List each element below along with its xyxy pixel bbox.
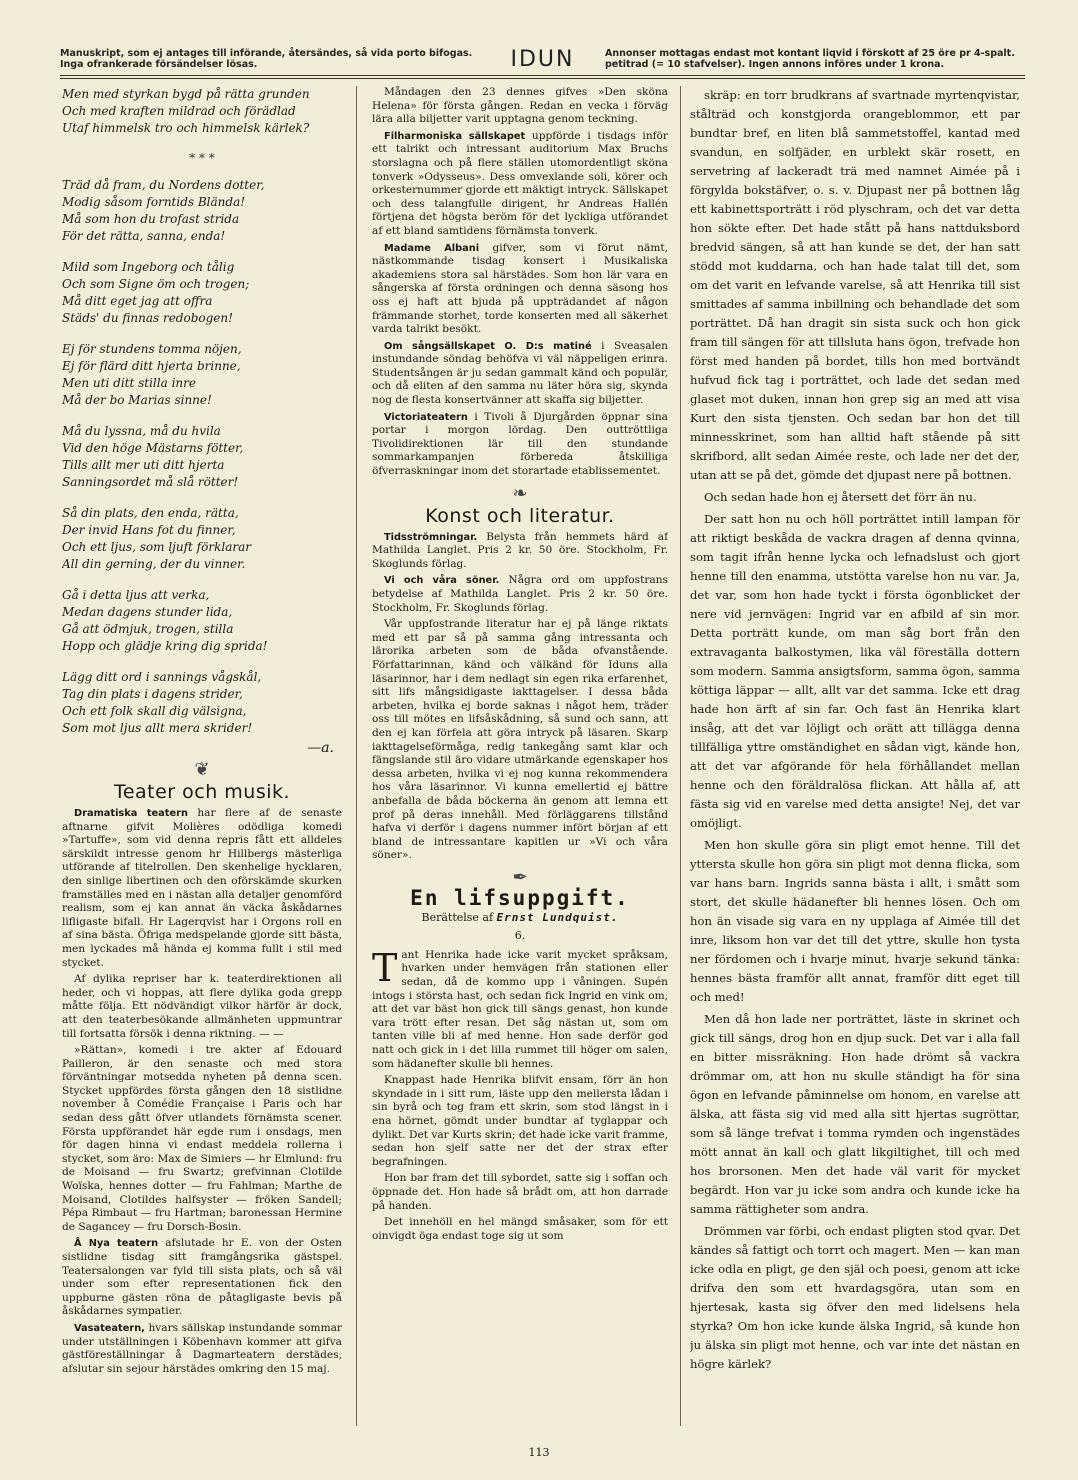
article-lead: Om sångsällskapet O. D:s matiné	[384, 340, 592, 352]
poem-line: Ej för flärd ditt hjerta brinne,	[62, 359, 241, 373]
article-text: har flere af de senaste aftnarne gifvit Molières odödliga komedi »Tartuffe», som vid denna repris fått ett alldeles särskildt intresse genom hr Hillbergs mästerliga utförande af titelrollen. Den skenhelige hycklaren, den sinlige libertinen och den oförskämde skurken framställes med en i nästan alla detaljer genomförd realism, som ej kan annat än väcka åskådarnes lifligaste bifall. Hr Lagerqvist har i Orgons roll en af sina bästa. Öfriga medspelande gjorde sitt bästa, men lyckades må hända ej komma fullt i stil med stycket.	[62, 807, 342, 969]
masthead-title: IDUN	[510, 46, 575, 72]
article-paragraph	[372, 340, 668, 408]
poem-line: Så din plats, den enda, rätta,	[62, 506, 239, 520]
article-paragraph	[372, 574, 668, 615]
poem-line: Tag din plats i dagens strider,	[62, 687, 243, 701]
story-paragraph: Det innehöll en hel mängd småsaker, som för ett oinvigdt öga endast toge sig ut som	[372, 1216, 668, 1242]
dropcap: T	[372, 945, 398, 990]
column-3	[690, 86, 1020, 1426]
masthead-rule	[60, 75, 1025, 76]
article-lead: Madame Albani	[384, 242, 480, 254]
article-text: afslutade hr E. von der Osten sistlidne tisdag sitt framgångsrika gästspel. Teatersalongen var fyld till sista plats, och så väl under som efter representationen fick den uppburne gästen röna de påtagligaste bevis på åskådarnes sympatier.	[62, 1237, 342, 1318]
poem-line: Må du lyssna, må du hvila	[62, 424, 221, 438]
poem-line: Men med styrkan bygd på rätta grunden	[62, 87, 310, 101]
poem-line: Vid den höge Mästarns fötter,	[62, 441, 244, 455]
article-text: Några ord om uppfostrans betydelse af Mathilda Langlet. Pris 2 kr. 50 öre. Stockholm, Fr. Skoglunds förlag.	[372, 574, 668, 614]
article-lead: Tidsströmningar.	[384, 531, 478, 543]
poem-line: Som mot ljus allt mera skrider!	[62, 721, 253, 735]
poem-stanza	[62, 341, 342, 409]
story-paragraph: Men hon skulle göra sin pligt emot henne. Till det yttersta skulle hon göra sin pligt mot denna flicka, som var hans barn. Ingrids sanna bästa i allt, i smått som stort, det skulle hädanefter bli hennes lösen. Och om hon än visade sig vara en ny upplaga af Aimée till det inre, liksom hon var det till det yttre, skulle hon tysta ner fördomen och i hvarje minut, hvarje sekund tänka: hennes bästa framför allt annat, framför ditt eget till och med!	[690, 838, 1020, 1004]
story-paragraph: Hon bar fram det till sybordet, satte sig i soffan och öppnade det. Hon hade så brådt om, att hon darrade på handen.	[372, 1172, 668, 1212]
article-text: uppförde i tisdags inför ett talrikt och intressant auditorium Max Bruchs storslagna och på flere ställen utomordentligt sköna tonverk »Odysseus». Dess omvexlande soli, körer och orkesternummer gjorde ett mäktigt intryck. Sällskapet och dess talangfulle dirigent, hr Andreas Hallén förtjena det högsta beröm för det lyckliga utförandet af ett bland samtidens förnämsta tonverk.	[372, 129, 668, 237]
article-text: i Sveasalen instundande söndag behöfva vi väl näppeligen erinra. Studentsången är ju sedan gammalt känd och populär, och då eliten af den samma nu läter höra sig, skynda nog de flesta konsertvänner att skaffa sig biljetter.	[372, 339, 668, 407]
ornament-icon: ❧	[512, 482, 528, 504]
article-lead: Å Nya teatern	[74, 1238, 159, 1250]
poem-line: Mild som Ingeborg och tålig	[62, 260, 235, 274]
masthead-rule-2	[60, 78, 1025, 79]
article-text: Belysta från hemmets härd af Mathilda Langlet. Pris 2 kr. 50 öre. Stockholm, Fr. Skoglunds förlag.	[372, 530, 668, 570]
column-separator-1	[356, 86, 357, 1426]
byline-prefix: Berättelse af	[421, 910, 494, 924]
article-paragraph	[372, 86, 668, 127]
poem	[62, 86, 342, 755]
poem-line: Och med kraften mildrad och förädlad	[62, 104, 296, 118]
poem-stanza	[62, 177, 342, 245]
story-heading: En lifsuppgift.	[410, 885, 630, 910]
story-paragraph: Drömmen var förbi, och endast pligten stod qvar. Det kändes så fattigt och torrt och magert. Men — kan man icke odla en pligt, ge den själ och poesi, genom att icke drifva den som ett hvardagsgöra, utan som en hjertesak, kasta sig öfver den med lidelsens hela styrka? Om hon icke kunde älska Ingrid, så kunde hon ju älska sin pligt mot henne, och var inte det nästan en högre kärlek?	[690, 1224, 1020, 1371]
poem-line: Utaf himmelsk tro och himmelsk kärlek?	[62, 121, 310, 135]
poem-line: Och som Signe öm och trogen;	[62, 277, 250, 291]
poem-line: Hopp och glädje kring dig sprida!	[62, 639, 268, 653]
poem-stanza	[62, 505, 342, 573]
poem-line: Må ditt eget jag att offra	[62, 294, 213, 308]
poem-line: Ej för stundens tomma nöjen,	[62, 342, 242, 356]
story-paragraphs-col3	[690, 86, 1020, 1374]
teater-items-continued	[372, 86, 668, 479]
poem-signature: —a.	[307, 740, 334, 756]
poem-line: För det rätta, sanna, enda!	[62, 229, 226, 243]
poem-line: Och ett folk skall dig välsigna,	[62, 704, 247, 718]
poem-line: Der invid Hans fot du finner,	[62, 523, 236, 537]
article-text: Måndagen den 23 dennes gifves »Den sköna Helena» för första gången. Redan en vecka i förväg lära alla biljetter varit upptagna genom teckning.	[372, 86, 668, 126]
poem-line: Städs' du finnas redobogen!	[62, 311, 233, 325]
masthead-right-note: Annonser mottagas endast mot kontant liqvid i förskott af 25 öre pr 4-spalt. petitrad (= 10 stafvelser). Ingen annons införes under 1 krona.	[605, 48, 1015, 70]
story-paragraph: Men då hon lade ner porträttet, läste in skrinet och gick till sängs, drog hon en djup suck. Det var i alla fall en bitter missräkning. Hon hade drömt så vackra drömmar om, att hon nu skulle ständigt ha för sina ögon en lefvande påminnelse om honom, en varelse att älska, att fästa sig vid med alla sitt hjertas sugröttar, som så länge trefvat i tomma rymden och ingenstädes mött annat än kall och glatt likgiltighet, till och med hos brorsonen. Men det hade väl varit för mycket begärdt. Hon var ju icke som andra och kunde icke ha samma rättigheter som andra.	[690, 1012, 1020, 1216]
poem-line: Lägg ditt ord i sannings vågskål,	[62, 670, 262, 684]
story-byline	[372, 911, 668, 925]
poem-line: Må som hon du trofast strida	[62, 212, 240, 226]
page-number: 113	[528, 1446, 550, 1459]
article-text: gifver, som vi förut nämt, nästkommande tisdag konsert i Musikaliska akademiens stora sal härstädes. Som hon lär vara en sångerska af första ordningen och denna säsong hos oss ej haft att bjuda på uppträdandet af någon främmande storhet, torde konserten med all säkerhet varda talrikt besökt.	[372, 241, 668, 336]
feather-ornament-icon: ✒	[512, 866, 528, 888]
poem-line: Och ett ljus, som ljuft förklarar	[62, 540, 251, 554]
ornament-icon: ❦	[194, 759, 210, 780]
article-paragraph	[62, 1237, 342, 1319]
column-1	[62, 86, 342, 1426]
poem-line: Gå att ödmjuk, trogen, stilla	[62, 622, 234, 636]
article-paragraph	[62, 1322, 342, 1376]
article-paragraph	[372, 130, 668, 239]
poem-intro	[62, 86, 342, 137]
poem-line: All din gerning, der du vinner.	[62, 557, 246, 571]
first-para-text: ant Henrika hade icke varit mycket språksam, hvarken under hemvägen från stationen eller sedan, då de kommo upp i våningen. Supén intogs i största hast, och sedan fick Ingrid en vink om, att det var bäst hon gick till sängs genast, hon kunde vara trött efter resan. Det såg nästan ut, som om tanten ville bli af med henne. Hon sade derför god natt och gick in i det lilla rummet till höger om salen, som hädanefter skulle bli hennes.	[372, 948, 668, 1070]
teater-heading: Teater och musik.	[113, 781, 291, 803]
story-author: Ernst Lundquist.	[496, 910, 619, 924]
poem-stanza	[62, 669, 342, 737]
article-paragraph	[62, 973, 342, 1041]
konst-items	[372, 531, 668, 863]
story-paragraph: skräp: en torr brudkrans af svartnade myrtenqvistar, stålträd och konstgjorda orangeblommor, ett par bundtar bref, en liten blå sammetstoffel, kantad med svandun, en solfjäder, en urblekt skär rosett, en servetring af lackeradt trä med namnet Aimée på i förgylda bokstäfver, o. s. v. Djupast ner på bottnen låg ett kabinettsporträtt i röd plyschram, och det var detta hon sökte efter. Det hade stått på hans nattduksbord bredvid sängen, så att han kunde se det, der han satt stödd mot kuddarna, och han hade talat till det, som om det varit en lefvande varelse, så att Henrika till sist smittades af samma inbillning och behandlade det som porträttet. Då han dragit sin sista suck och hon gick fram till sängen för att tillsluta hans ögon, trefvade hon först med handen på bordet, tills hon med bortvändt hufvud fick tag i porträttet, och lade det sedan med glaset mot duken, innan hon grep sig an med att visa Kurt den sista tjensten. Och sedan bar hon det till minnesskrinet, som han alltid haft stående på sitt skrifbord, allt sedan Aimée reste, och lade ner det der, utan att se på det, gömde det djupast nere på bottnen.	[690, 88, 1020, 482]
poem-stanza	[62, 587, 342, 655]
article-text: i Tivoli å Djurgården öppnar sina portar i morgon lördag. Den outtröttliga Tivolidirektionen lär till den stundande sommarkampanjen förbereda åtskilliga öfverraskningar inom det storartade etablissementet.	[372, 410, 668, 478]
column-2	[372, 86, 668, 1426]
article-lead: Vasateatern,	[74, 1322, 145, 1334]
story-first-paragraph	[372, 945, 668, 1071]
poem-stanza	[62, 259, 342, 327]
konst-heading: Konst och literatur.	[425, 504, 615, 527]
article-paragraph	[372, 618, 668, 863]
masthead	[60, 44, 1025, 74]
article-paragraph	[372, 531, 668, 572]
article-paragraph	[372, 242, 668, 337]
article-lead: Victoriateatern	[384, 411, 468, 423]
article-paragraph	[62, 807, 342, 970]
poem-stanza	[62, 423, 342, 491]
article-paragraph	[372, 411, 668, 479]
article-text: Af dylika repriser har k. teaterdirektionen all heder, och vi hoppas, att flere dylika goda grepp måtte följa. Ett nödvändigt vilkor härför är dock, att den teaterbesökande allmänheten uppmuntrar till fortsatta försök i denna riktning. — —	[62, 973, 342, 1040]
poem-line: Träd då fram, du Nordens dotter,	[62, 178, 265, 192]
masthead-left-note: Manuskript, som ej antages till införande, återsändes, så vida porto bifogas. Inga ofrankerade försändelser lösas.	[60, 48, 473, 70]
story-paragraph: Knappast hade Henrika blifvit ensam, förr än hon skyndade in i sitt rum, läste upp den mellersta lådan i sin byrå och tog fram ett skrin, som stod längst in i ena hörnet, gömdt under bundtar af tyglappar och dylikt. Det var Kurts skrin; det hade icke varit framme, sedan hon sjelf satte ner det der strax efter begrafningen.	[372, 1074, 668, 1168]
poem-stanzas	[62, 177, 342, 737]
story-paragraph: Och sedan hade hon ej återsett det förr än nu.	[704, 490, 977, 504]
poem-line: Gå i detta ljus att verka,	[62, 588, 210, 602]
story-chapter: 6.	[514, 928, 526, 942]
article-lead: Dramatiska teatern	[74, 808, 188, 819]
column-separator-2	[680, 86, 681, 1426]
article-text: Vår uppfostrande literatur har ej på länge riktats med ett par så på samma gång intressanta och lärorika arbeten som de båda ofvanstående. Författarinnan, känd och välkänd för Iduns alla läsarinnor, har i dem nedlagt sin egen rika erfarenhet, sitt lifs mångsidigaste iakttagelser. I dessa båda arbeten, hvilka ej borde saknas i något hem, träder oss till mötes en lifsåskådning, så sund och sann, att den ej kan förfela att göra intryck på läsaren. Skarp iakttagelseförmåga, redig tankegång samt klar och fängslande stil äro vidare utmärkande egenskaper hos dessa arbeten, hvilka vi ej nog kunna rekommendera hos våra läsarinnor. Vi kunna emellertid ej bättre anbefalla de båda böckerna än genom att lemna ett prof på deras innehåll. Med förläggarens tillstånd hafva vi derför i dagens nummer infört början af ett bland de intressantare kapitlen ur »Vi och våra söner».	[372, 618, 668, 862]
article-paragraph	[62, 1044, 342, 1234]
asterism: * * *	[189, 151, 215, 165]
article-lead: Filharmoniska sällskapet	[384, 130, 526, 142]
article-lead: Vi och våra söner.	[384, 575, 500, 587]
poem-line: Men uti ditt stilla inre	[62, 376, 196, 390]
poem-line: Tills allt mer uti ditt hjerta	[62, 458, 225, 472]
article-text: hvars sällskap instundande sommar under utställningen i Köbenhavn kommer att gifva gästföreställningar å Dagmarteatern derstädes, afslutar sin sejour härstädes omkring den 15 maj.	[62, 1321, 342, 1375]
poem-line: Må der bo Marias sinne!	[62, 393, 212, 407]
poem-line: Sanningsordet må slå rötter!	[62, 475, 239, 489]
poem-line: Modig såsom forntids Blända!	[62, 195, 246, 209]
poem-line: Medan dagens stunder lida,	[62, 605, 233, 619]
teater-items	[62, 807, 342, 1376]
article-text: »Rättan», komedi i tre akter af Edouard Pailleron, är den senaste och med stora förväntningar motsedda nyheten på denna scen. Stycket uppfördes första gången den 18 sistlidne november å Comédie Française i Paris och har sedan dess gått öfver utlandets förnämsta scener. Första uppförandet här egde rum i onsdags, men för dagen hinna vi endast meddela rollerna i stycket, som äro: Max de Simiers — hr Elmlund: fru de Moisand — fru Swartz; grefvinnan Clotilde Woïska, hennes dotter — fru Fahlman; Marthe de Moisand, Clotildes halfsyster — fröken Sandell; Pépa Rimbaut — fru Hartman; baronessan Hermine de Sagancey — fru Dorsch-Bosin.	[62, 1044, 342, 1233]
story-paragraph: Der satt hon nu och höll porträttet intill lampan för att riktigt beskåda de vackra dragen af denna qvinna, som tagit ifrån henne lycka och lefnadslust och gjort henne till den enamma, utstötta varelse hon nu var. Ja, det var, som hon hade tyckt i första ögonblicket der nere vid jernvägen: Ingrid var en afbild af sin mor. Detta porträtt kunde, om man såg bort från den extravaganta balkostymen, lika väl föreställa dottern som modern. Samma ansigtsform, samma ögon, samma köttiga läppar — allt, allt var det samma. Icke ett drag hade hon ärft af sin far. Och fast än Henrika klart insåg, att det var löjligt och orätt att tillägga denna tillfälliga yttre omständighet en sådan vigt, kände hon, att det var afgörande för hela förhållandet mellan henne och den föräldralösa flickan. Att hålla af, att fästa sig vid en varelse med detta ansigte! Nej, det var omöjligt.	[690, 512, 1020, 830]
story-paragraphs-col2	[372, 1074, 668, 1243]
